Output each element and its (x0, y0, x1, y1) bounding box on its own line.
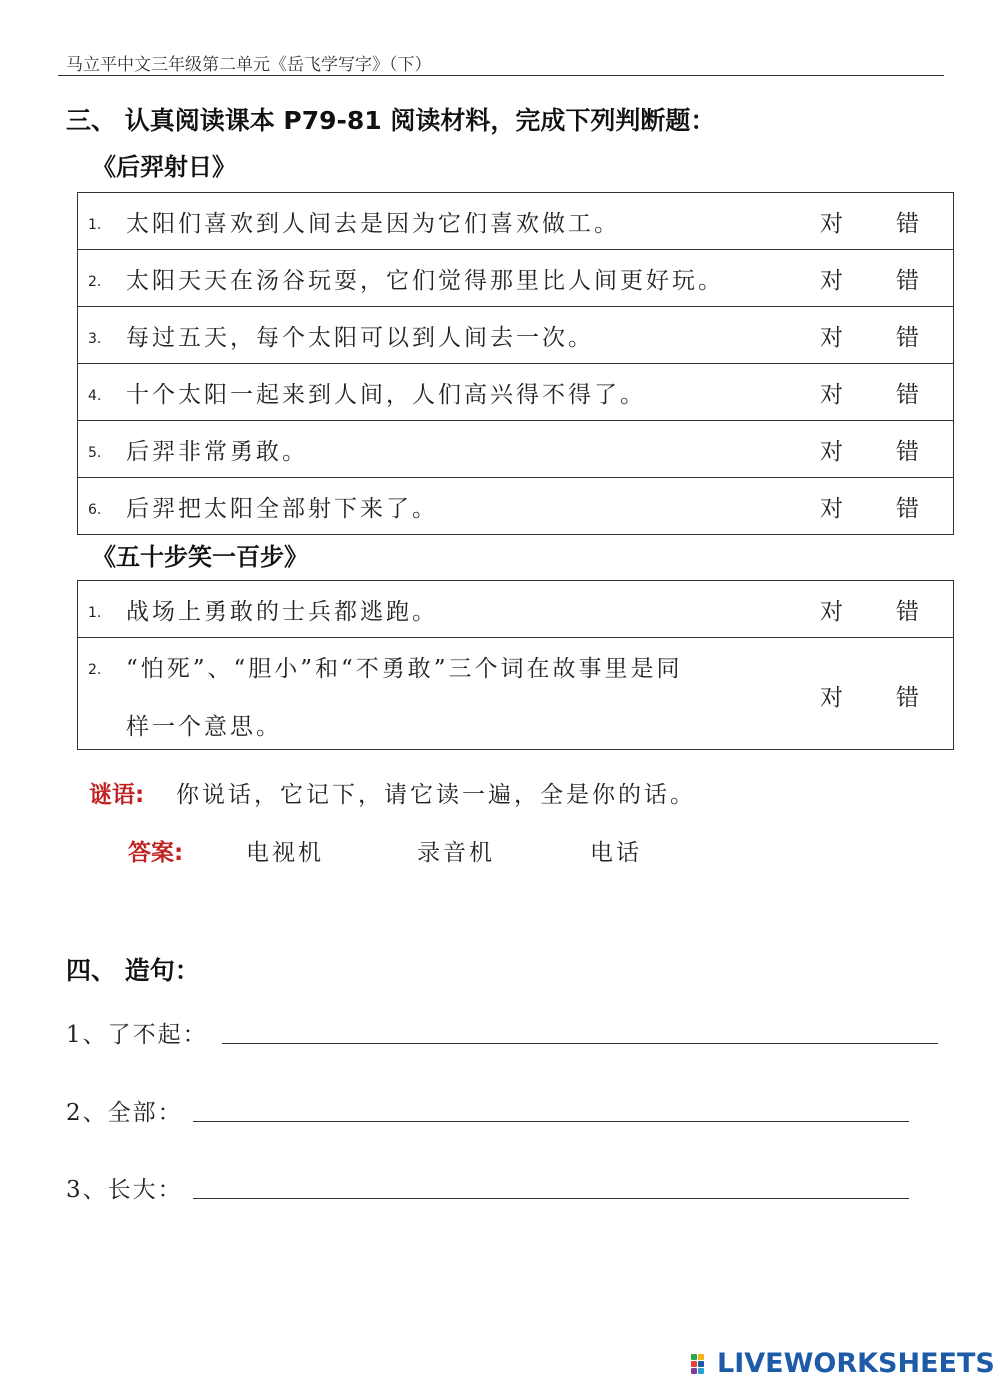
story-2-judgement-table (77, 580, 954, 750)
statement-text: 太阳天天在汤谷玩耍，它们觉得那里比人间更好玩。 (126, 268, 724, 294)
statement-text: 后羿非常勇敢。 (126, 439, 308, 465)
false-option[interactable]: 错 (896, 211, 919, 237)
statement-text: 后羿把太阳全部射下来了。 (126, 496, 438, 522)
statement-text-line-1: “怕死”、“胆小”和“不勇敢”三个词在故事里是同 (126, 656, 683, 682)
item-number: 2. (88, 662, 102, 678)
sentence-1-answer-line[interactable] (222, 1043, 938, 1044)
answer-option-tv[interactable]: 电视机 (246, 840, 324, 866)
sentence-1-label: 1、了不起： (66, 1022, 208, 1048)
section-4-title: 四、 造句： (66, 956, 200, 985)
statement-text: 战场上勇敢的士兵都逃跑。 (126, 599, 438, 625)
answer-option-phone[interactable]: 电话 (590, 840, 642, 866)
sentence-3-label: 3、长大： (66, 1177, 183, 1203)
statement-text: 每过五天，每个太阳可以到人间去一次。 (126, 325, 594, 351)
false-option[interactable]: 错 (896, 382, 919, 408)
answer-option-recorder[interactable]: 录音机 (417, 840, 495, 866)
statement-text-line-2: 样一个意思。 (126, 714, 282, 740)
sentence-2-label: 2、全部： (66, 1100, 183, 1126)
true-option[interactable]: 对 (820, 382, 843, 408)
true-option[interactable]: 对 (820, 599, 843, 625)
sentence-2-answer-line[interactable] (193, 1121, 909, 1122)
true-option[interactable]: 对 (820, 439, 843, 465)
table-row (78, 581, 954, 638)
sentence-3-answer-line[interactable] (193, 1198, 909, 1199)
section-3-title: 三、 认真阅读课本 P79-81 阅读材料，完成下列判断题： (66, 106, 716, 135)
statement-text: 太阳们喜欢到人间去是因为它们喜欢做工。 (126, 211, 620, 237)
true-option[interactable]: 对 (820, 268, 843, 294)
false-option[interactable]: 错 (896, 496, 919, 522)
true-option[interactable]: 对 (820, 325, 843, 351)
false-option[interactable]: 错 (896, 599, 919, 625)
header-divider (58, 75, 944, 76)
table-row (78, 638, 954, 750)
statement-text: 十个太阳一起来到人间，人们高兴得不得了。 (126, 382, 646, 408)
table-row (78, 193, 954, 250)
false-option[interactable]: 错 (896, 325, 919, 351)
item-number: 3. (88, 331, 102, 347)
riddle-label: 谜语: (89, 782, 145, 808)
false-option[interactable]: 错 (896, 439, 919, 465)
logo-text: LIVEWORKSHEETS (717, 1347, 995, 1379)
true-option[interactable]: 对 (820, 496, 843, 522)
page-header: 马立平中文三年级第二单元《岳飞学写字》（下） (66, 55, 432, 75)
story-1-title: 《后羿射日》 (92, 153, 236, 181)
false-option[interactable]: 错 (896, 685, 919, 711)
table-row (78, 250, 954, 307)
answer-label: 答案: (128, 840, 184, 866)
item-number: 5. (88, 445, 102, 461)
item-number: 1. (88, 217, 102, 233)
logo-mark-icon (691, 1350, 711, 1376)
table-row (78, 421, 954, 478)
table-row (78, 307, 954, 364)
story-1-judgement-table (77, 192, 954, 535)
table-row (78, 364, 954, 421)
item-number: 6. (88, 502, 102, 518)
story-2-title: 《五十步笑一百步》 (92, 543, 308, 571)
true-option[interactable]: 对 (820, 685, 843, 711)
true-option[interactable]: 对 (820, 211, 843, 237)
item-number: 4. (88, 388, 102, 404)
liveworksheets-logo (691, 1348, 995, 1378)
item-number: 1. (88, 605, 102, 621)
item-number: 2. (88, 274, 102, 290)
riddle-text: 你说话，它记下，请它读一遍，全是你的话。 (176, 782, 696, 808)
table-row (78, 478, 954, 535)
false-option[interactable]: 错 (896, 268, 919, 294)
